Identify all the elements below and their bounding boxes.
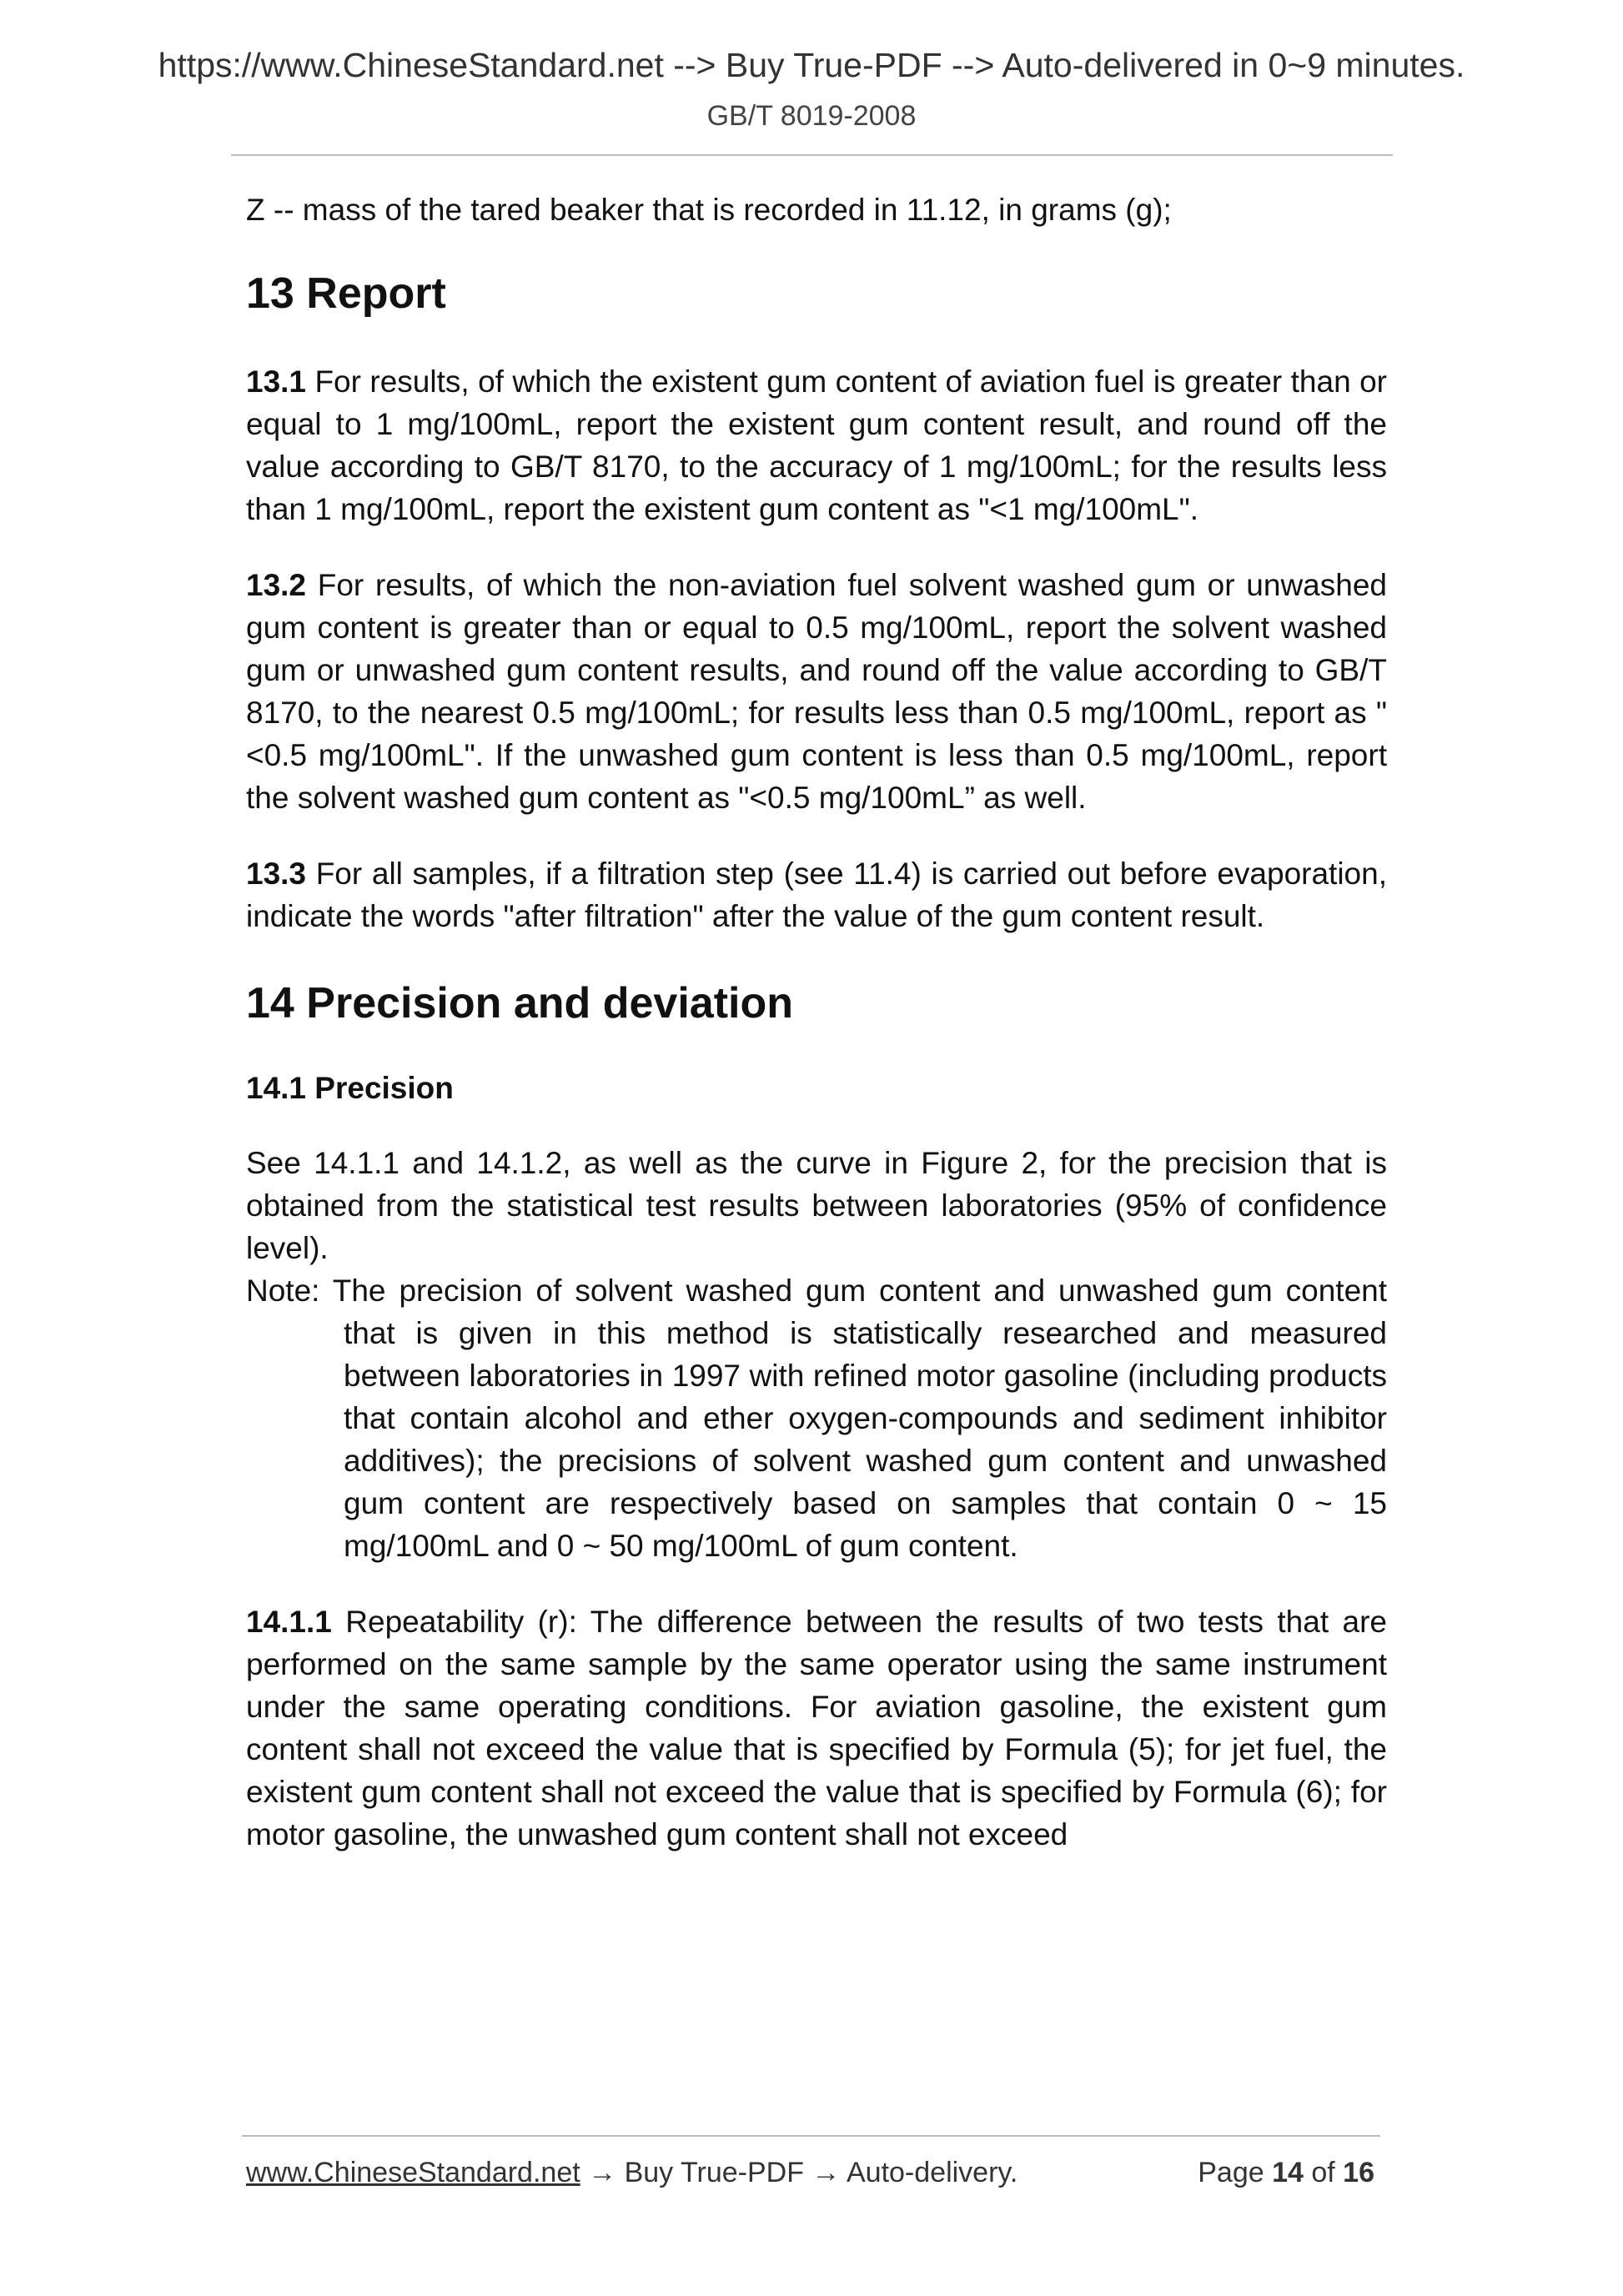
header-standard-number: GB/T 8019-2008: [706, 100, 917, 132]
page-indicator: [1198, 2153, 1374, 2192]
clause-text: For results, of which the non-aviation fuel solvent washed gum or unwashed gum content is greater than or equal to 0.5 mg/100mL, report the solvent washed gum or unwashed gum content results, and round off the value according to GB/T 8170, to the nearest 0.5 mg/100mL; for results less than 0.5 mg/100mL, report as "<0.5 mg/100mL". If the unwashed gum content is less than 0.5 mg/100mL, report the solvent washed gum content as "<0.5 mg/100mL” as well.: [246, 568, 1387, 815]
footer-divider: [242, 2135, 1380, 2137]
page-footer: [246, 2153, 1374, 2192]
clause-number: 14.1.1: [246, 1605, 332, 1639]
clause-text: Repeatability (r): The difference between the results of two tests that are performed on the same sample by the same operator using the same instrument under the same operating conditions. For aviation gasoline, the existent gum content shall not exceed the value that is specified by Formula (5); for jet fuel, the existent gum content shall not exceed the value that is specified by Formula (6); for motor gasoline, the unwashed gum content shall not exceed: [246, 1605, 1387, 1851]
clause-text: For results, of which the existent gum content of aviation fuel is greater than or equal to 1 mg/100mL, report the existent gum content result, and round off the value according to GB/T 8170, to the accuracy of 1 mg/100mL; for the results less than 1 mg/100mL, report the existent gum content as "<1 mg/100mL".: [246, 364, 1387, 526]
section-13-heading: 13 Report: [246, 269, 446, 318]
paragraph-13-2: [246, 564, 1387, 819]
clause-number: 13.3: [246, 857, 307, 891]
section-14-heading: 14 Precision and deviation: [246, 979, 793, 1027]
header-url-banner: https://www.ChineseStandard.net --> Buy True-PDF --> Auto-delivered in 0~9 minutes.: [158, 46, 1465, 84]
footer-site-link[interactable]: www.ChineseStandard.net: [246, 2157, 580, 2188]
z-definition-line: Z -- mass of the tared beaker that is recorded in 11.12, in grams (g);: [246, 193, 1172, 227]
document-body: [246, 188, 1387, 1856]
paragraph-13-3: [246, 852, 1387, 937]
paragraph-14-1-1: [246, 1600, 1387, 1856]
clause-number: 13.1: [246, 364, 307, 399]
paragraph-13-1: [246, 360, 1387, 530]
footer-delivery-text: → Buy True-PDF → Auto-delivery.: [580, 2157, 1018, 2188]
paragraph-14-1: See 14.1.1 and 14.1.2, as well as the curve in Figure 2, for the precision that is obtained from the statistical test results between laboratories (95% of confidence level).: [246, 1146, 1387, 1265]
note-paragraph: Note: The precision of solvent washed gum content and unwashed gum content that is given in this method is statistically researched and measured between laboratories in 1997 with refined motor gasoline (including products that contain alcohol and ether oxygen-compounds and sediment inhibitor additives); the precisions of solvent washed gum content and unwashed gum content are respectively based on samples that contain 0 ~ 15 mg/100mL and 0 ~ 50 mg/100mL of gum content.: [246, 1274, 1387, 1563]
page-total-number: 16: [1343, 2157, 1374, 2188]
clause-text: For all samples, if a filtration step (see 11.4) is carried out before evaporation, indicate the words "after filtration" after the value of the gum content result.: [246, 857, 1387, 933]
page-label: Page: [1198, 2157, 1273, 2188]
clause-number: 13.2: [246, 568, 307, 602]
header-divider: [231, 154, 1393, 156]
page-current-number: 14: [1272, 2157, 1304, 2188]
page-of-label: of: [1303, 2157, 1344, 2188]
section-14-1-heading: 14.1 Precision: [246, 1071, 454, 1105]
